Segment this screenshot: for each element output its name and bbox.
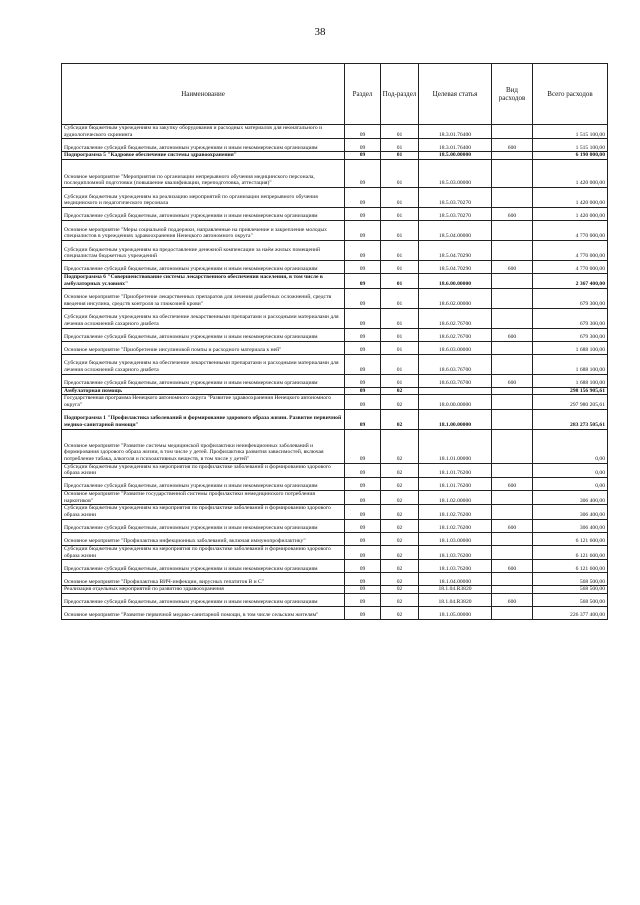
- cell-target: 18.6.03.00000: [419, 341, 492, 354]
- cell-section: 09: [345, 152, 381, 160]
- cell-type: [492, 586, 533, 594]
- cell-type: [492, 409, 533, 429]
- cell-name: Субсидии бюджетным учреждениям на реализацию мероприятий по организации непрерывного обучения медицинского и педагогического персонала: [62, 188, 345, 208]
- cell-target: 18.1.02.76200: [419, 505, 492, 519]
- cell-type: [492, 341, 533, 354]
- cell-type: [492, 188, 533, 208]
- cell-section: 09: [345, 374, 381, 387]
- cell-subsection: 01: [381, 208, 419, 221]
- cell-name: Предоставление субсидий бюджетным, автономным учреждениям и иным некоммерческим организациям: [62, 519, 345, 532]
- cell-target: 18.1.03.00000: [419, 532, 492, 545]
- cell-type: 600: [492, 560, 533, 573]
- cell-target: 18.5.03.70270: [419, 208, 492, 221]
- cell-section: 09: [345, 429, 381, 463]
- table-row: [62, 491, 608, 505]
- cell-target: 18.1.02.00000: [419, 491, 492, 505]
- cell-name: Предоставление субсидий бюджетным, автономным учреждениям и иным некоммерческим организациям: [62, 208, 345, 221]
- cell-subsection: 01: [381, 188, 419, 208]
- cell-total: 679 300,00: [533, 288, 608, 308]
- cell-name: Подпрограмма 1 "Профилактика заболеваний и формирование здорового образа жизни. Развитие первичной медико-санитарной помощи": [62, 409, 345, 429]
- cell-subsection: 01: [381, 152, 419, 160]
- cell-target: 18.3.01.76400: [419, 139, 492, 152]
- cell-name: Субсидии бюджетным учреждениям на мероприятия по профилактике заболеваний и формированию здорового образа жизни: [62, 463, 345, 477]
- cell-target: 18.1.05.00000: [419, 606, 492, 619]
- cell-section: 09: [345, 308, 381, 328]
- cell-target: 18.5.00.00000: [419, 152, 492, 160]
- cell-target: 18.6.02.76700: [419, 328, 492, 341]
- table-row: [62, 463, 608, 477]
- table-row: [62, 261, 608, 274]
- cell-total: 679 300,00: [533, 308, 608, 328]
- cell-target: 18.1.03.76200: [419, 545, 492, 559]
- table-row: [62, 586, 608, 594]
- cell-section: 09: [345, 387, 381, 395]
- cell-section: 09: [345, 532, 381, 545]
- cell-total: 306 400,00: [533, 505, 608, 519]
- cell-target: 18.1.02.76200: [419, 519, 492, 532]
- cell-total: 1 688 100,00: [533, 374, 608, 387]
- table-row: [62, 478, 608, 491]
- cell-subsection: 02: [381, 606, 419, 619]
- cell-name: Основное мероприятие "Приобретение инсулиновой помпы и расходного материала к ней": [62, 341, 345, 354]
- cell-section: 09: [345, 288, 381, 308]
- cell-type: 600: [492, 374, 533, 387]
- table-row: [62, 160, 608, 188]
- cell-type: [492, 463, 533, 477]
- table-row: [62, 308, 608, 328]
- cell-subsection: 01: [381, 308, 419, 328]
- cell-subsection: 01: [381, 288, 419, 308]
- cell-total: 4 770 000,00: [533, 241, 608, 261]
- cell-target: 18.6.02.00000: [419, 288, 492, 308]
- cell-total: 1 515 100,00: [533, 125, 608, 139]
- cell-type: [492, 606, 533, 619]
- cell-subsection: 02: [381, 491, 419, 505]
- cell-name: Предоставление субсидий бюджетным, автономным учреждениям и иным некоммерческим организациям: [62, 560, 345, 573]
- cell-type: [492, 354, 533, 374]
- cell-name: Подпрограмма 5 "Кадровое обеспечение системы здравоохранения": [62, 152, 345, 160]
- cell-total: 568 500,00: [533, 573, 608, 586]
- table-row: [62, 274, 608, 288]
- cell-name: Основное мероприятие "Мероприятия по организации непрерывного обучения медицинского персонала, последипломной подготовки (повышение квалификации, переподготовка, аттестация)": [62, 160, 345, 188]
- cell-name: Предоставление субсидий бюджетным, автономным учреждениям и иным некоммерческим организациям: [62, 328, 345, 341]
- cell-subsection: 02: [381, 463, 419, 477]
- cell-total: 1 420 000,00: [533, 208, 608, 221]
- cell-type: [492, 573, 533, 586]
- cell-section: 09: [345, 545, 381, 559]
- table-row: [62, 519, 608, 532]
- cell-total: 1 688 100,00: [533, 354, 608, 374]
- table-row: [62, 606, 608, 619]
- cell-subsection: 01: [381, 241, 419, 261]
- cell-target: 18.1.03.76200: [419, 560, 492, 573]
- cell-total: 4 770 000,00: [533, 261, 608, 274]
- cell-type: 600: [492, 593, 533, 606]
- cell-subsection: 01: [381, 160, 419, 188]
- cell-subsection: 01: [381, 261, 419, 274]
- cell-target: 18.1.00.00000: [419, 409, 492, 429]
- cell-type: [492, 387, 533, 395]
- cell-section: 09: [345, 593, 381, 606]
- cell-subsection: 01: [381, 221, 419, 241]
- table-row: [62, 139, 608, 152]
- cell-total: 4 770 000,00: [533, 221, 608, 241]
- cell-subsection: 01: [381, 328, 419, 341]
- cell-total: 0,00: [533, 429, 608, 463]
- cell-section: 09: [345, 463, 381, 477]
- cell-total: 6 190 000,00: [533, 152, 608, 160]
- cell-name: Реализация отдельных мероприятий по развитию здравоохранения: [62, 586, 345, 594]
- cell-subsection: 01: [381, 374, 419, 387]
- cell-section: 09: [345, 241, 381, 261]
- cell-total: 6 121 600,00: [533, 532, 608, 545]
- cell-type: 600: [492, 261, 533, 274]
- cell-section: 09: [345, 221, 381, 241]
- cell-type: 600: [492, 519, 533, 532]
- cell-section: 09: [345, 395, 381, 409]
- cell-name: Основное мероприятие "Развитие системы медицинской профилактики неинфекционных заболеваний и формирования здорового образа жизни, в том числе у детей. Профилактика развития зависимостей, включая потребление табака, алкоголя и психоактивных веществ, в том числе у детей": [62, 429, 345, 463]
- cell-target: 18.6.02.76700: [419, 308, 492, 328]
- cell-type: [492, 125, 533, 139]
- cell-target: 18.5.04.70290: [419, 261, 492, 274]
- table-row: [62, 241, 608, 261]
- cell-section: 09: [345, 573, 381, 586]
- cell-subsection: 02: [381, 429, 419, 463]
- cell-target: 18.1.04.R3820: [419, 593, 492, 606]
- cell-subsection: 01: [381, 274, 419, 288]
- cell-section: 09: [345, 188, 381, 208]
- cell-type: [492, 274, 533, 288]
- budget-table: [61, 63, 608, 620]
- table-row: [62, 545, 608, 559]
- cell-subsection: 02: [381, 532, 419, 545]
- cell-section: 09: [345, 560, 381, 573]
- table-row: [62, 505, 608, 519]
- cell-target: 18.1.01.00000: [419, 429, 492, 463]
- table-row: [62, 221, 608, 241]
- cell-type: 600: [492, 139, 533, 152]
- cell-total: 1 420 000,00: [533, 188, 608, 208]
- cell-section: 09: [345, 139, 381, 152]
- header-type: Вид расходов: [492, 64, 533, 125]
- cell-name: Основное мероприятие "Меры социальной поддержки, направленные на привлечение и закрепление молодых специалистов в учреждениях здравоохранения Ненецкого автономного округа": [62, 221, 345, 241]
- cell-name: Субсидии бюджетным учреждениям на мероприятия по профилактике заболеваний и формированию здорового образа жизни: [62, 545, 345, 559]
- cell-subsection: 02: [381, 545, 419, 559]
- cell-name: Основное мероприятие "Профилактика ВИЧ-инфекции, вирусных гепатитов В и С": [62, 573, 345, 586]
- table-row: [62, 288, 608, 308]
- cell-total: 0,00: [533, 478, 608, 491]
- cell-total: 6 121 600,00: [533, 560, 608, 573]
- cell-name: Субсидии бюджетным учреждениям на обеспечение лекарственными препаратами и расходными материалами для лечения осложнений сахарного диабета: [62, 308, 345, 328]
- cell-name: Субсидии бюджетным учреждениям на мероприятия по профилактике заболеваний и формированию здорового образа жизни: [62, 505, 345, 519]
- table-row: [62, 573, 608, 586]
- cell-type: [492, 505, 533, 519]
- cell-section: 09: [345, 491, 381, 505]
- cell-target: 18.1.01.76200: [419, 478, 492, 491]
- cell-type: [492, 221, 533, 241]
- header-subsection: Под-раздел: [381, 64, 419, 125]
- table-row: [62, 188, 608, 208]
- table-row: [62, 374, 608, 387]
- cell-total: 1 688 100,00: [533, 341, 608, 354]
- cell-total: 283 273 505,61: [533, 409, 608, 429]
- cell-subsection: 01: [381, 354, 419, 374]
- cell-name: Основное мероприятие "Развитие государственной системы профилактики немедицинского потребления наркотиков": [62, 491, 345, 505]
- header-total: Всего расходов: [533, 64, 608, 125]
- cell-name: Амбулаторная помощь: [62, 387, 345, 395]
- cell-type: [492, 429, 533, 463]
- cell-section: 09: [345, 125, 381, 139]
- cell-total: 298 156 905,61: [533, 387, 608, 395]
- cell-section: 09: [345, 354, 381, 374]
- cell-target: 18.1.04.00000: [419, 573, 492, 586]
- cell-section: 09: [345, 328, 381, 341]
- cell-name: Предоставление субсидий бюджетным, автономным учреждениям и иным некоммерческим организациям: [62, 261, 345, 274]
- table-row: [62, 560, 608, 573]
- cell-subsection: 02: [381, 586, 419, 594]
- cell-target: 18.0.00.00000: [419, 395, 492, 409]
- table-row: [62, 593, 608, 606]
- cell-section: 09: [345, 261, 381, 274]
- cell-type: [492, 545, 533, 559]
- table-row: [62, 429, 608, 463]
- cell-name: Предоставление субсидий бюджетным, автономным учреждениям и иным некоммерческим организациям: [62, 478, 345, 491]
- cell-type: [492, 491, 533, 505]
- cell-total: 1 515 100,00: [533, 139, 608, 152]
- cell-total: 226 377 400,00: [533, 606, 608, 619]
- cell-subsection: 02: [381, 395, 419, 409]
- cell-name: Субсидии бюджетным учреждениям на предоставление денежной компенсации за наём жилых помещений специалистам бюджетных учреждений: [62, 241, 345, 261]
- cell-subsection: 02: [381, 409, 419, 429]
- cell-target: 18.5.04.70290: [419, 241, 492, 261]
- cell-name: Предоставление субсидий бюджетным, автономным учреждениям и иным некоммерческим организациям: [62, 374, 345, 387]
- cell-total: 306 400,00: [533, 491, 608, 505]
- table-row: [62, 532, 608, 545]
- cell-name: Предоставление субсидий бюджетным, автономным учреждениям и иным некоммерческим организациям: [62, 593, 345, 606]
- cell-type: [492, 532, 533, 545]
- cell-subsection: 01: [381, 139, 419, 152]
- cell-subsection: 02: [381, 573, 419, 586]
- cell-name: Основное мероприятие "Профилактика инфекционных заболеваний, включая иммунопрофилактику": [62, 532, 345, 545]
- cell-section: 09: [345, 586, 381, 594]
- cell-total: 306 400,00: [533, 519, 608, 532]
- cell-subsection: 01: [381, 341, 419, 354]
- cell-target: 18.5.04.00000: [419, 221, 492, 241]
- cell-total: 1 420 000,00: [533, 160, 608, 188]
- cell-type: 600: [492, 208, 533, 221]
- cell-target: 18.3.01.76400: [419, 125, 492, 139]
- header-name: Наименование: [62, 64, 345, 125]
- cell-name: Субсидии бюджетным учреждениям на закупку оборудования и расходных материалов для неонатального и аудиологического скрининга: [62, 125, 345, 139]
- cell-total: 679 300,00: [533, 328, 608, 341]
- table-row: [62, 152, 608, 160]
- cell-name: Государственная программа Ненецкого автономного округа "Развитие здравоохранения Ненецкого автономного округа": [62, 395, 345, 409]
- cell-target: 18.5.03.70270: [419, 188, 492, 208]
- header-section: Раздел: [345, 64, 381, 125]
- cell-target: 18.6.03.76700: [419, 374, 492, 387]
- cell-total: 568 500,00: [533, 586, 608, 594]
- cell-target: [419, 387, 492, 395]
- cell-total: 2 367 400,00: [533, 274, 608, 288]
- cell-target: 18.5.03.00000: [419, 160, 492, 188]
- cell-name: Субсидии бюджетным учреждениям на обеспечение лекарственными препаратами и расходными материалами для лечения осложнений сахарного диабета: [62, 354, 345, 374]
- cell-subsection: 02: [381, 560, 419, 573]
- table-row: [62, 409, 608, 429]
- table-row: [62, 395, 608, 409]
- cell-type: [492, 160, 533, 188]
- table-row: [62, 125, 608, 139]
- cell-subsection: 02: [381, 593, 419, 606]
- header-row: [62, 64, 608, 125]
- table-row: [62, 208, 608, 221]
- cell-section: 09: [345, 341, 381, 354]
- page-number: 38: [314, 26, 326, 38]
- cell-type: [492, 308, 533, 328]
- cell-section: 09: [345, 606, 381, 619]
- cell-name: Предоставление субсидий бюджетным, автономным учреждениям и иным некоммерческим организациям: [62, 139, 345, 152]
- cell-subsection: 02: [381, 505, 419, 519]
- cell-target: 18.6.00.00000: [419, 274, 492, 288]
- header-target: Целевая статья: [419, 64, 492, 125]
- cell-type: 600: [492, 328, 533, 341]
- cell-name: Подпрограмма 6 "Совершенствование системы лекарственного обеспечения населения, в том числе в амбулаторных условиях": [62, 274, 345, 288]
- cell-type: [492, 241, 533, 261]
- cell-subsection: 02: [381, 387, 419, 395]
- cell-type: [492, 152, 533, 160]
- cell-type: [492, 288, 533, 308]
- cell-section: 09: [345, 274, 381, 288]
- cell-type: 600: [492, 478, 533, 491]
- cell-name: Основное мероприятие "Развитие первичной медико-санитарной помощи, в том числе сельским жителям": [62, 606, 345, 619]
- cell-target: 18.1.04.R3820: [419, 586, 492, 594]
- table-body: [62, 125, 608, 620]
- cell-subsection: 02: [381, 519, 419, 532]
- cell-subsection: 02: [381, 478, 419, 491]
- cell-target: 18.6.03.76700: [419, 354, 492, 374]
- cell-total: 0,00: [533, 463, 608, 477]
- cell-section: 09: [345, 160, 381, 188]
- cell-type: [492, 395, 533, 409]
- cell-section: 09: [345, 409, 381, 429]
- table-row: [62, 341, 608, 354]
- table-row: [62, 387, 608, 395]
- cell-name: Основное мероприятие "Приобретение лекарственных препаратов для лечения диабетных осложнений, средств введения инсулина, средств контроля за глюкозией крови": [62, 288, 345, 308]
- cell-subsection: 01: [381, 125, 419, 139]
- table-row: [62, 328, 608, 341]
- cell-total: 568 500,00: [533, 593, 608, 606]
- cell-section: 09: [345, 478, 381, 491]
- cell-section: 09: [345, 505, 381, 519]
- table-row: [62, 354, 608, 374]
- cell-total: 297 980 205,61: [533, 395, 608, 409]
- cell-section: 09: [345, 208, 381, 221]
- cell-section: 09: [345, 519, 381, 532]
- cell-target: 18.1.01.76200: [419, 463, 492, 477]
- cell-total: 6 121 600,00: [533, 545, 608, 559]
